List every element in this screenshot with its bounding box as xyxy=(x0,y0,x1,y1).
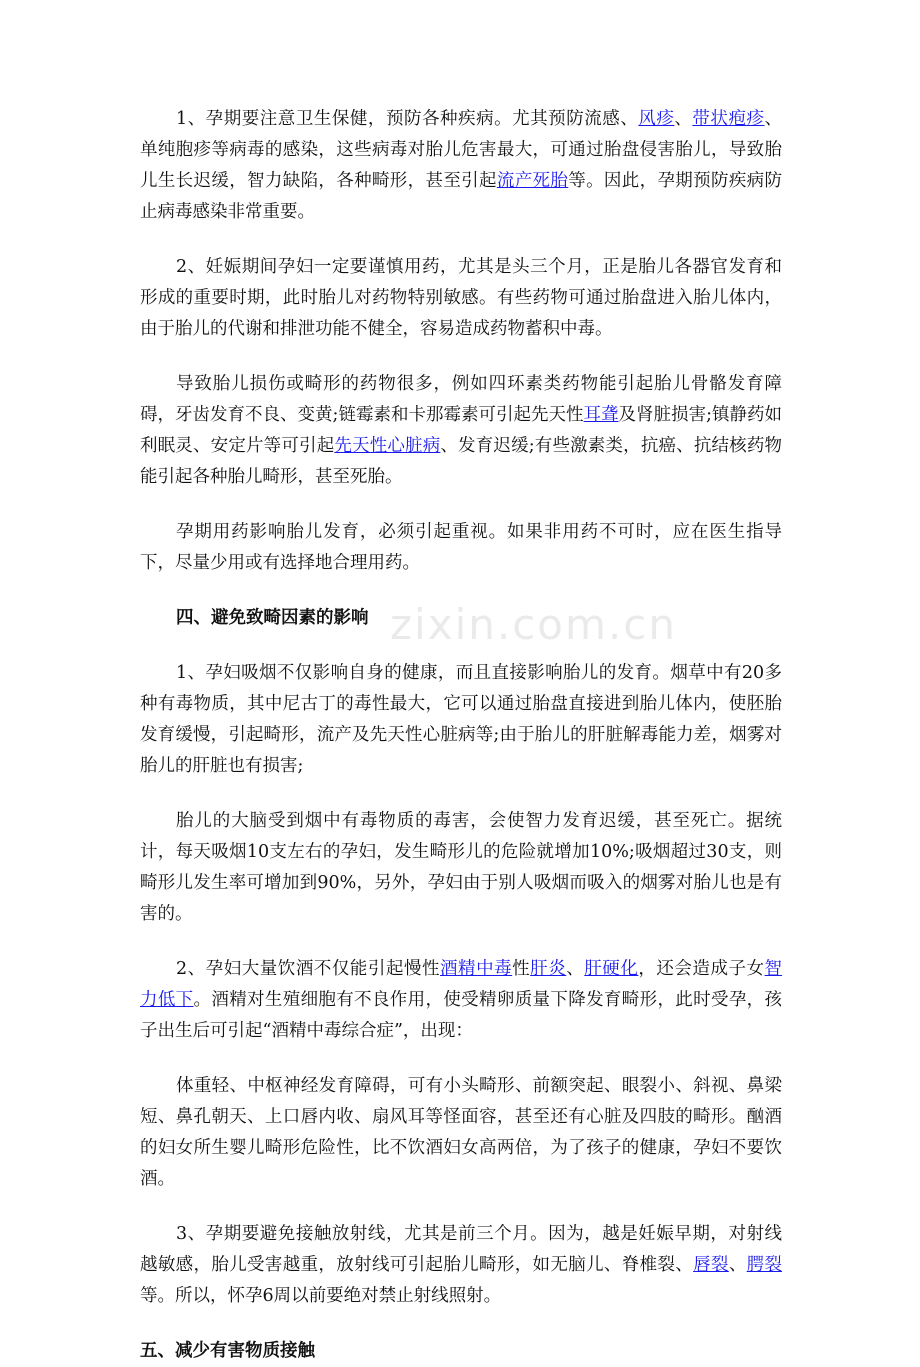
inline-link[interactable]: 带状疱疹 xyxy=(692,109,765,129)
section-heading: 四、避免致畸因素的影响 xyxy=(176,608,369,628)
text-run: 及肾脏损害;镇静药如利眠灵、安定片等可引起 xyxy=(140,405,782,456)
text-run: 孕期用药影响胎儿发育，必须引起重视。如果非用药不可时，应在医生指导下，尽量少用或有选择地合理用药。 xyxy=(140,522,782,573)
text-run: 、 xyxy=(566,959,585,979)
inline-link[interactable]: 流产死胎 xyxy=(496,171,569,191)
text-run: 胎儿的大脑受到烟中有毒物质的毒害，会使智力发育迟缓，甚至死亡。据统计，每天吸烟10支左右的孕妇，发生畸形儿的危险就增加10%;吸烟超过30支，则畸形儿发生率可增加到90%，另外，孕妇由于别人吸烟而吸入的烟雾对胎儿也是有害的。 xyxy=(140,811,782,924)
paragraph xyxy=(140,658,782,782)
inline-link[interactable]: 先天性心脏病 xyxy=(334,436,441,456)
inline-link[interactable]: 耳聋 xyxy=(583,405,619,425)
text-run: 等。所以，怀孕6周以前要绝对禁止射线照射。 xyxy=(140,1286,502,1306)
text-run: 等。因此，孕期预防疾病防止病毒感染非常重要。 xyxy=(140,171,783,222)
text-run: 性 xyxy=(512,959,531,979)
paragraph xyxy=(140,1219,782,1312)
paragraph xyxy=(140,806,782,930)
document-body xyxy=(140,104,782,1367)
paragraph xyxy=(140,252,782,345)
paragraph xyxy=(140,104,782,228)
text-run: 、 xyxy=(674,109,693,129)
text-run: 1、孕期要注意卫生保健，预防各种疾病。尤其预防流感、 xyxy=(176,109,639,129)
inline-link[interactable]: 酒精中毒 xyxy=(440,959,513,979)
text-run: 。酒精对生殖细胞有不良作用，使受精卵质量下降发育畸形，此时受孕，孩子出生后可引起“酒精中毒综合症”，出现： xyxy=(140,990,783,1041)
section-heading: 五、减少有害物质接触 xyxy=(140,1341,315,1361)
text-run: 3、孕期要避免接触放射线，尤其是前三个月。因为，越是妊娠早期，对射线越敏感，胎儿受害越重，放射线可引起胎儿畸形，如无脑儿、脊椎裂、 xyxy=(140,1224,782,1275)
text-run: ，还会造成子女 xyxy=(638,959,765,979)
paragraph xyxy=(140,369,782,493)
text-run: 1、孕妇吸烟不仅影响自身的健康，而且直接影响胎儿的发育。烟草中有20多种有毒物质，其中尼古丁的毒性最大，它可以通过胎盘直接进到胎儿体内，使胚胎发育缓慢，引起畸形，流产及先天性心脏病等;由于胎儿的肝脏解毒能力差，烟雾对胎儿的肝脏也有损害; xyxy=(140,663,782,776)
text-run: 、发育迟缓;有些激素类，抗癌、抗结核药物能引起各种胎儿畸形，甚至死胎。 xyxy=(140,436,783,487)
text-run: 导致胎儿损伤或畸形的药物很多，例如四环素类药物能引起胎儿骨骼发育障碍，牙齿发育不良、变黄;链霉素和卡那霉素可引起先天性 xyxy=(140,374,782,425)
text-run: 2、妊娠期间孕妇一定要谨慎用药，尤其是头三个月，正是胎儿各器官发育和形成的重要时期，此时胎儿对药物特别敏感。有些药物可通过胎盘进入胎儿体内，由于胎儿的代谢和排泄功能不健全，容易造成药物蓄积中毒。 xyxy=(140,257,782,339)
paragraph xyxy=(140,517,782,579)
inline-link[interactable]: 智力低下 xyxy=(140,959,783,1010)
watermark: zixin.com.cn xyxy=(390,600,677,649)
paragraph xyxy=(140,1071,782,1195)
text-run: 、单纯胞疹等病毒的感染，这些病毒对胎儿危害最大，可通过胎盘侵害胎儿，导致胎儿生长迟缓，智力缺陷，各种畸形，甚至引起 xyxy=(140,109,783,191)
inline-link[interactable]: 肝硬化 xyxy=(584,959,639,979)
text-run: 体重轻、中枢神经发育障碍，可有小头畸形、前额突起、眼裂小、斜视、鼻梁短、鼻孔朝天、上口唇内收、扇风耳等怪面容，甚至还有心脏及四肢的畸形。酗酒的妇女所生婴儿畸形危险性，比不饮酒妇女高两倍，为了孩子的健康，孕妇不要饮酒。 xyxy=(140,1076,782,1189)
inline-link[interactable]: 唇裂 xyxy=(693,1255,729,1275)
text-run: 、 xyxy=(728,1255,747,1275)
text-run: 2、孕妇大量饮酒不仅能引起慢性 xyxy=(176,959,441,979)
inline-link[interactable]: 腭裂 xyxy=(746,1255,783,1275)
paragraph xyxy=(140,954,782,1047)
inline-link[interactable]: 肝炎 xyxy=(530,959,567,979)
inline-link[interactable]: 风疹 xyxy=(638,109,675,129)
